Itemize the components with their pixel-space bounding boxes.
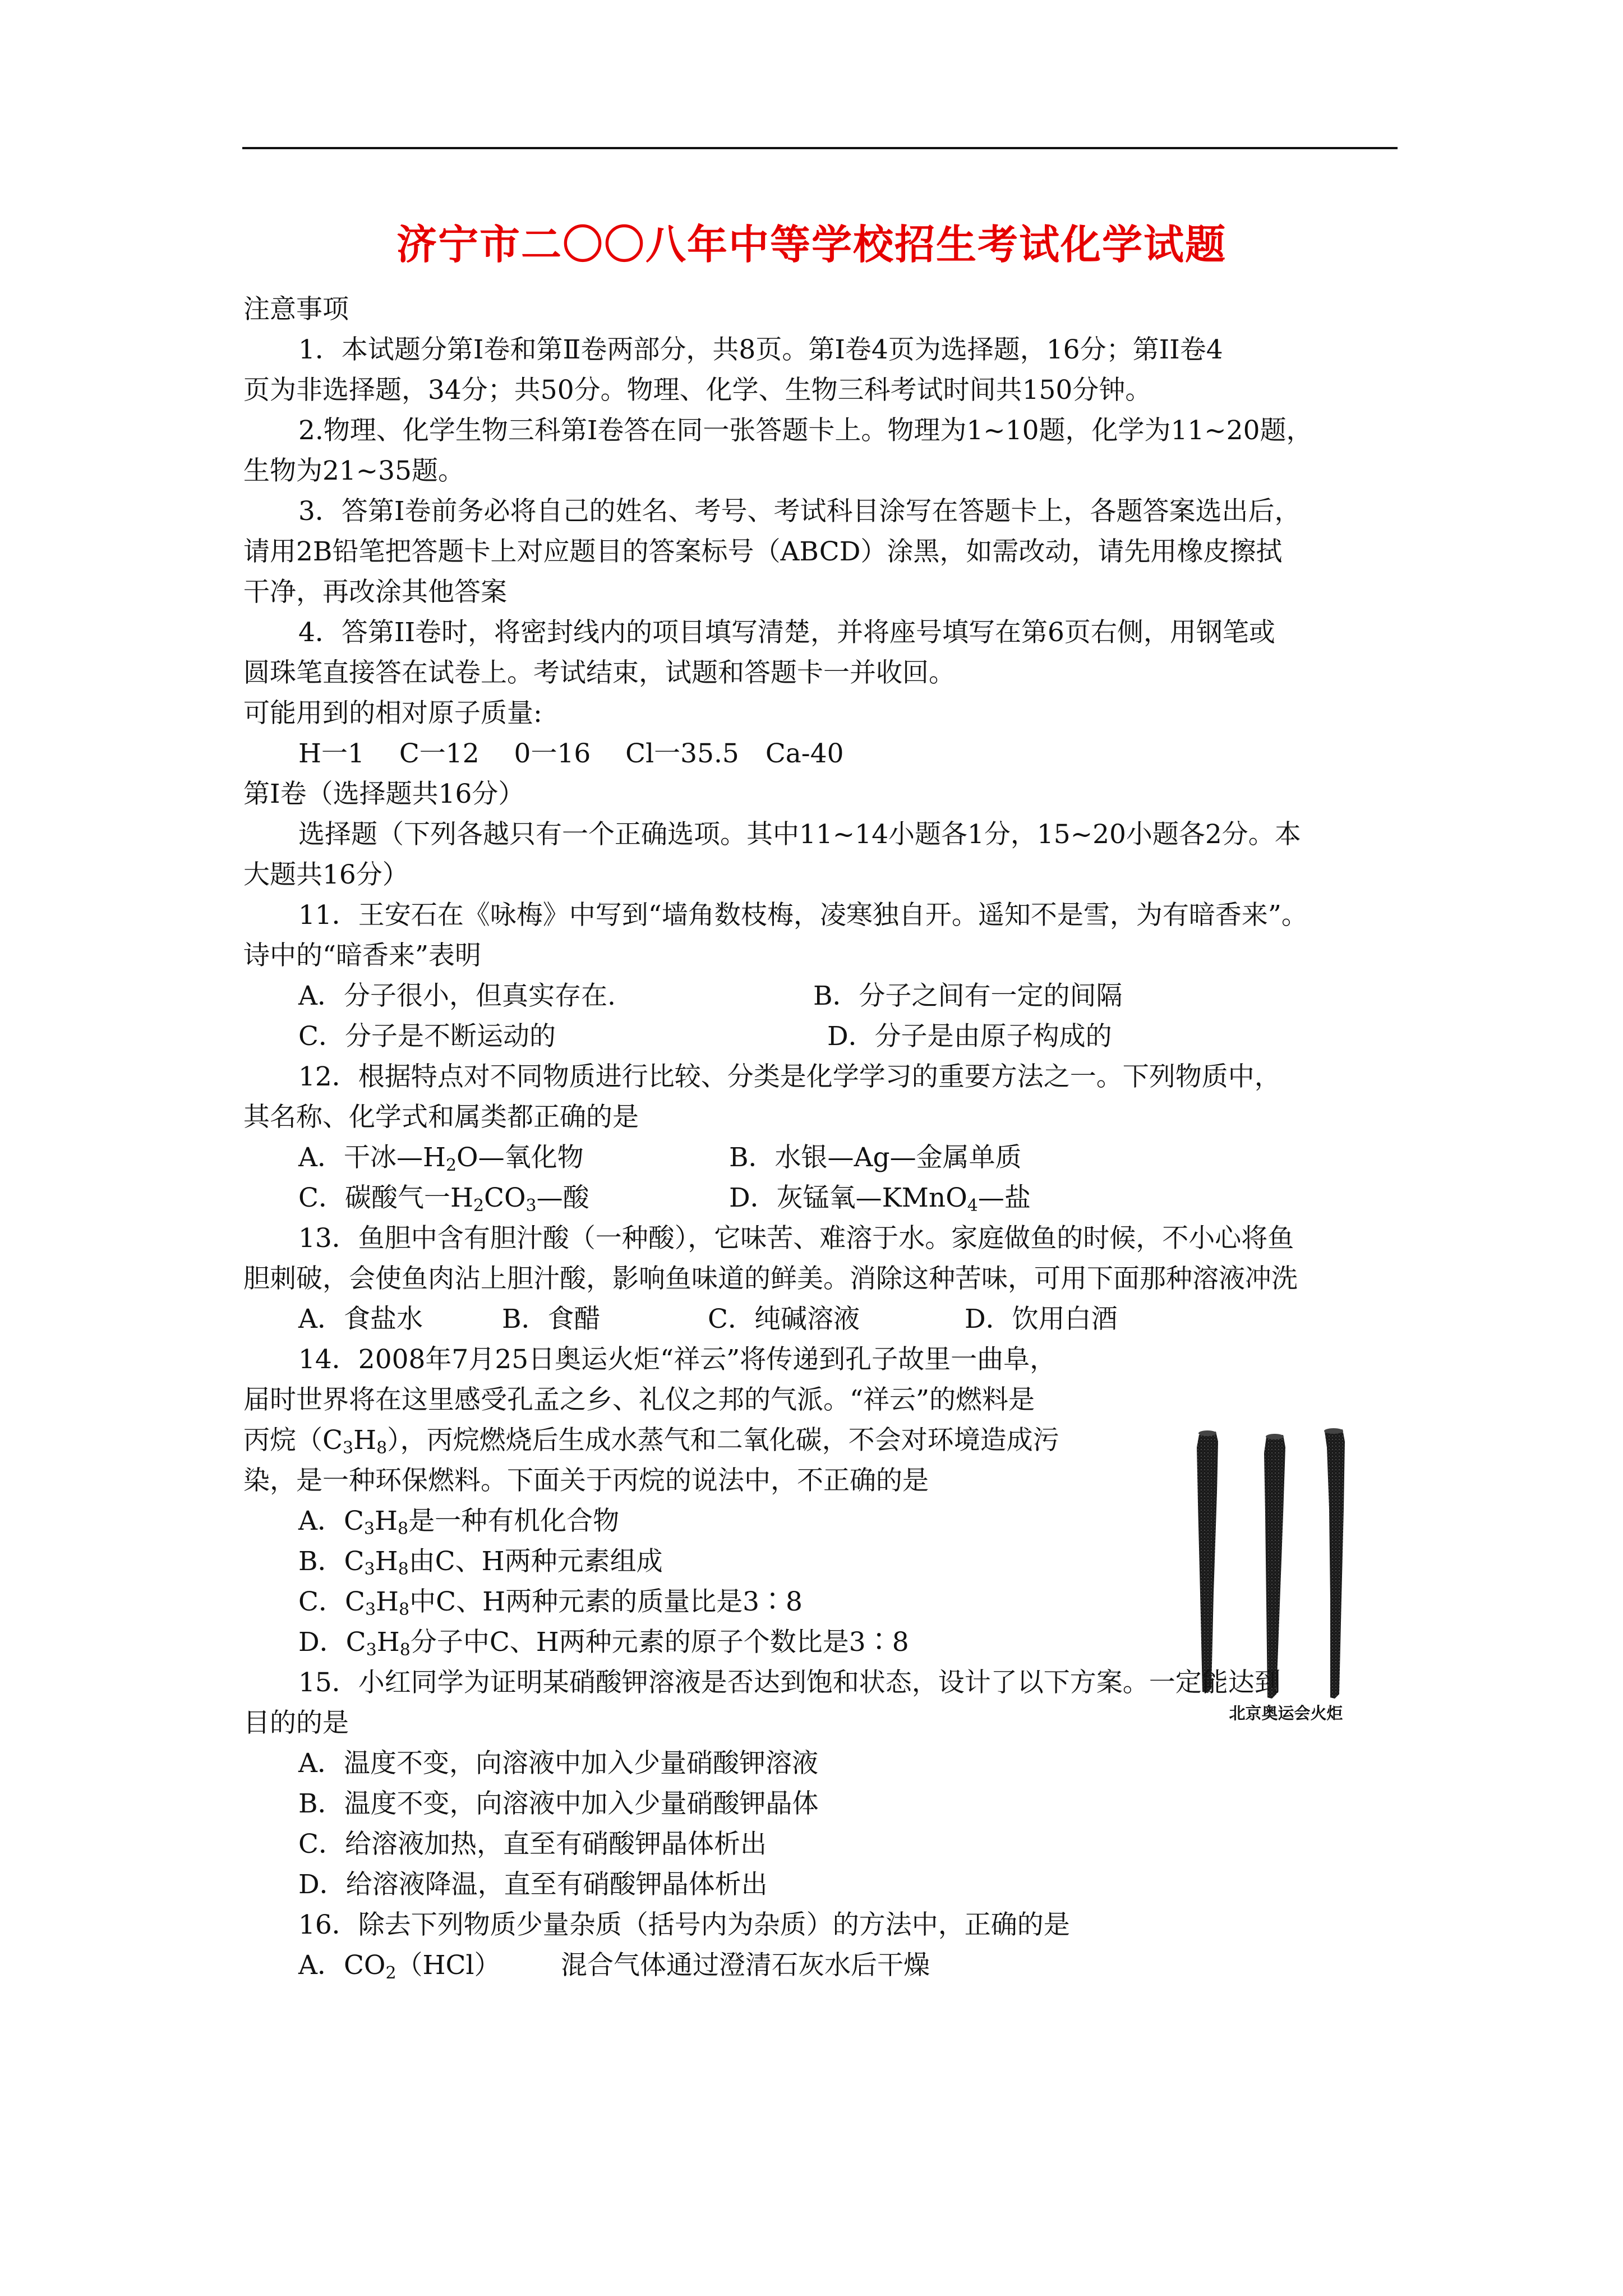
note-3-line-3: 干净，再改涂其他答案 bbox=[243, 577, 507, 608]
q12-stem-line-2: 其名称、化学式和属类都正确的是 bbox=[243, 1102, 639, 1133]
note-1-line-2: 页为非选择题，34分；共50分。物理、化学、生物三科考试时间共150分钟。 bbox=[243, 375, 1152, 406]
q13-option-a: A．食盐水 bbox=[298, 1304, 423, 1335]
q13-stem-line-2: 胆刺破，会使鱼肉沾上胆汁酸，影响鱼味道的鲜美。消除这种苦味，可用下面那种溶液冲洗 bbox=[243, 1263, 1298, 1294]
q14-option-d: D．$C_3H_8$分子中C、H两种元素的原子个数比是3∶8 bbox=[298, 1627, 909, 1660]
page-title: 济宁市二〇〇八年中等学校招生考试化学试题 bbox=[396, 221, 1227, 268]
q11-option-c: C．分子是不断运动的 bbox=[298, 1021, 556, 1052]
q15-option-c: C．给溶液加热，直至有硝酸钾晶体析出 bbox=[298, 1829, 767, 1860]
notes-heading: 注意事项 bbox=[243, 294, 349, 325]
q14-option-a: A．$C_3H_8$是一种有机化合物 bbox=[298, 1506, 620, 1539]
note-2-line-2: 生物为21~35题。 bbox=[243, 455, 464, 486]
note-4-line-2: 圆珠笔直接答在试卷上。考试结束，试题和答题卡一并收回。 bbox=[243, 657, 955, 688]
part1-intro-line-2: 大题共16分） bbox=[243, 859, 409, 890]
torch-right bbox=[1324, 1428, 1345, 1699]
q12-option-b: B．水银—Ag—金属单质 bbox=[729, 1142, 1022, 1173]
header-rule bbox=[242, 147, 1398, 149]
q13-option-c: C．纯碱溶液 bbox=[708, 1304, 860, 1335]
q12-option-d: D．灰锰氧—KMnO$_4$—盐 bbox=[729, 1182, 1031, 1216]
torch-middle bbox=[1264, 1434, 1285, 1699]
q15-option-d: D．给溶液降温，直至有硝酸钾晶体析出 bbox=[298, 1869, 768, 1900]
q11-stem-line-1: 11．王安石在《咏梅》中写到“墙角数枝梅，凌寒独自开。遥知不是雪，为有暗香来”。 bbox=[298, 900, 1308, 931]
note-3-line-2: 请用2B铅笔把答题卡上对应题目的答案标号（ABCD）涂黑，如需改动，请先用橡皮擦拭 bbox=[243, 536, 1283, 567]
q11-stem-line-2: 诗中的“暗香来”表明 bbox=[243, 940, 482, 971]
note-2-line-1: 2.物理、化学生物三科第Ⅰ卷答在同一张答题卡上。物理为1~10题，化学为11~20题， bbox=[298, 415, 1313, 446]
note-3-line-1: 3．答第Ⅰ卷前务必将自己的姓名、考号、考试科目涂写在答题卡上，各题答案选出后， bbox=[298, 496, 1301, 527]
part1-intro-line-1: 选择题（下列各越只有一个正确选项。其中11~14小题各1分，15~20小题各2分。本 bbox=[298, 819, 1301, 850]
q11-option-a: A．分子很小，但真实存在. bbox=[298, 981, 616, 1011]
q14-option-c: C．$C_3H_8$中C、H两种元素的质量比是3∶8 bbox=[298, 1586, 803, 1619]
q16-option-a-method: 混合气体通过澄清石灰水后干燥 bbox=[561, 1950, 930, 1981]
part1-heading: 第Ⅰ卷（选择题共16分） bbox=[243, 779, 525, 809]
q14-stem-line-4: 染，是一种环保燃料。下面关于丙烷的说法中，不正确的是 bbox=[243, 1465, 929, 1496]
q11-option-b: B．分子之间有一定的间隔 bbox=[813, 981, 1123, 1011]
atomic-mass-heading: 可能用到的相对原子质量: bbox=[243, 698, 542, 729]
q15-option-a: A．温度不变，向溶液中加入少量硝酸钾溶液 bbox=[298, 1748, 818, 1779]
q15-stem-line-1: 15．小红同学为证明某硝酸钾溶液是否达到饱和状态，设计了以下方案。一定能达到 bbox=[298, 1667, 1281, 1698]
q12-option-c: C．碳酸气一$H_2CO_3—$酸 bbox=[298, 1182, 589, 1216]
note-1-line-1: 1．本试题分第Ⅰ卷和第Ⅱ卷两部分，共8页。第Ⅰ卷4页为选择题，16分；第II卷4 bbox=[298, 334, 1223, 365]
q14-option-b: B．$C_3H_8$由C、H两种元素组成 bbox=[298, 1546, 663, 1579]
q14-stem-line-1: 14．2008年7月25日奥运火炬“祥云”将传递到孔子故里一曲阜， bbox=[298, 1344, 1057, 1375]
atomic-mass-values: H一1 C一12 0一16 Cl一35.5 Ca-40 bbox=[298, 738, 844, 769]
q14-stem-line-3: 丙烷$(C_3H_8)$，丙烷燃烧后生成水蒸气和二氧化碳，不会对环境造成污 bbox=[243, 1425, 1059, 1458]
q14-stem-line-2: 届时世界将在这里感受孔孟之乡、礼仪之邦的气派。“祥云”的燃料是 bbox=[243, 1384, 1035, 1415]
q13-option-d: D．饮用白酒 bbox=[965, 1304, 1118, 1335]
torch-caption: 北京奥运会火炬 bbox=[1229, 1704, 1343, 1723]
q15-stem-line-2: 目的的是 bbox=[243, 1708, 349, 1738]
q12-option-a: A．干冰$—H_2O—$氧化物 bbox=[298, 1142, 584, 1175]
note-4-line-1: 4．答第II卷时，将密封线内的项目填写清楚，并将座号填写在第6页右侧，用钢笔或 bbox=[298, 617, 1275, 648]
q16-stem: 16．除去下列物质少量杂质（括号内为杂质）的方法中，正确的是 bbox=[298, 1910, 1070, 1940]
q15-option-b: B．温度不变，向溶液中加入少量硝酸钾晶体 bbox=[298, 1788, 819, 1819]
q12-stem-line-1: 12．根据特点对不同物质进行比较、分类是化学学习的重要方法之一。下列物质中， bbox=[298, 1061, 1281, 1092]
q11-option-d: D．分子是由原子构成的 bbox=[827, 1021, 1112, 1052]
q13-stem-line-1: 13．鱼胆中含有胆汁酸（一种酸），它味苦、难溶于水。家庭做鱼的时候，不小心将鱼 bbox=[298, 1223, 1294, 1254]
q13-option-b: B．食醋 bbox=[502, 1304, 601, 1335]
torch-left bbox=[1197, 1430, 1218, 1693]
q16-option-a-substance: A．$CO_2(HCl)$ bbox=[298, 1950, 501, 1983]
